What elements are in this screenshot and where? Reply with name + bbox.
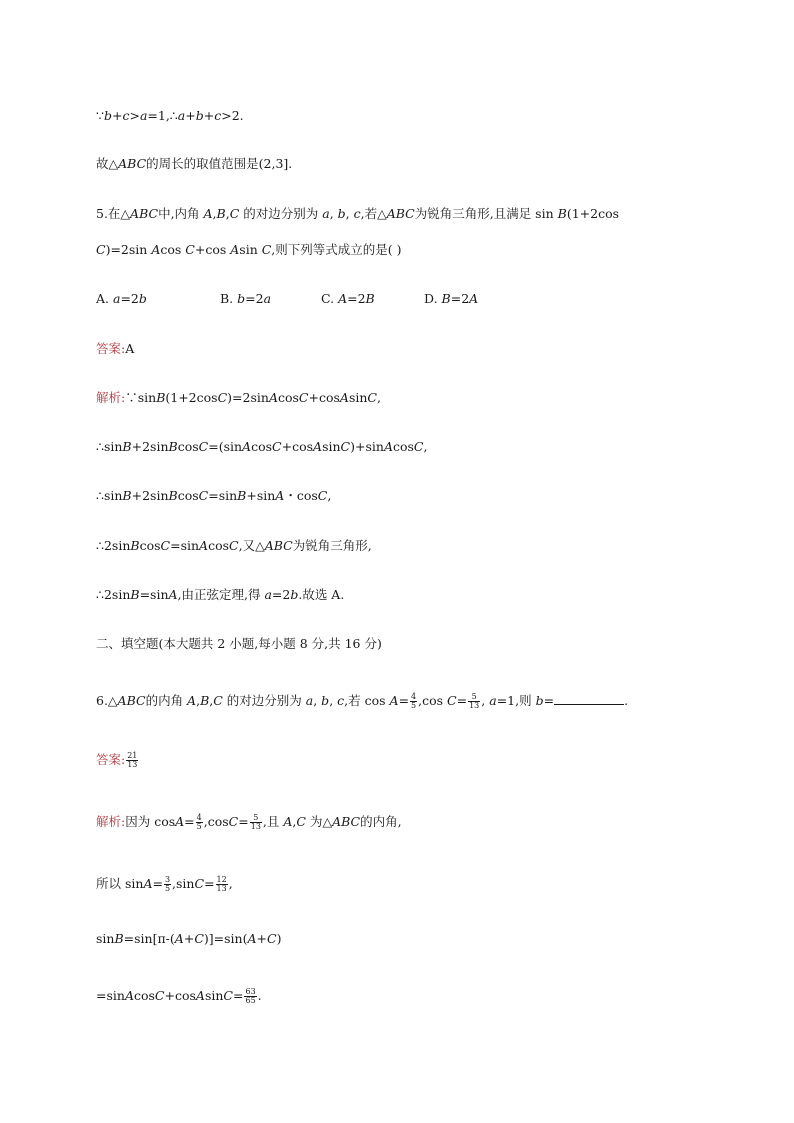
text: ∴2sin (96, 538, 131, 553)
var: a (177, 108, 186, 123)
var: C (198, 439, 209, 454)
var: a (112, 291, 121, 306)
text: ,由正弦定理,得 (177, 587, 265, 602)
var: C (160, 538, 171, 553)
var: ABC (118, 156, 147, 171)
text: sin (322, 439, 341, 454)
var: C (185, 242, 195, 257)
text: =sin (208, 488, 238, 503)
var: B (557, 206, 567, 221)
text: 为锐角三角形, (292, 538, 372, 553)
denominator: 5 (196, 822, 202, 831)
text: )=2sin (227, 390, 269, 405)
text: = (204, 876, 215, 891)
var: b (290, 587, 299, 602)
option-d (424, 291, 478, 307)
answer-blank (554, 692, 624, 705)
text: > (129, 108, 140, 123)
denominator: 5 (164, 884, 171, 893)
numerator: 12 (216, 875, 227, 884)
question-6-solution-2 (96, 876, 233, 893)
text: , (228, 876, 233, 891)
answer-value: A (125, 341, 135, 356)
text: ,若△ (360, 206, 387, 221)
var: a (139, 108, 148, 123)
question-6-solution-1 (96, 814, 402, 831)
text: + (183, 931, 195, 946)
text: , (423, 439, 428, 454)
numerator: 3 (164, 875, 171, 884)
var: C (229, 206, 240, 221)
var: c (353, 206, 361, 221)
question-5-line-1 (96, 206, 619, 222)
option-a (96, 291, 220, 307)
text: (1+2cos (566, 206, 620, 221)
text: =2 (450, 291, 470, 306)
question-6-solution-3 (96, 931, 281, 947)
text: =2 (245, 291, 264, 306)
text: , (313, 693, 322, 708)
var: B (122, 439, 132, 454)
because-symbol: ∵ (96, 108, 104, 123)
var: C (228, 814, 239, 829)
var: a (264, 587, 272, 602)
text: . (624, 693, 629, 708)
var: C (217, 390, 228, 405)
text: =sin (170, 538, 200, 553)
text: =1,则 (496, 693, 536, 708)
denominator: 13 (469, 701, 480, 710)
var: ABC (264, 538, 293, 553)
var: C (266, 931, 277, 946)
var: B (200, 693, 210, 708)
var: ABC (117, 693, 146, 708)
text: 为锐角三角形,且满足 sin (414, 206, 558, 221)
question-5-solution-1 (96, 390, 381, 406)
option-letter: D. (424, 291, 442, 306)
question-6 (96, 692, 628, 710)
fraction (196, 814, 203, 831)
option-letter: A. (96, 291, 113, 306)
var: B (122, 488, 132, 503)
var: A (124, 988, 134, 1003)
var: A (469, 291, 479, 306)
var: A (143, 876, 153, 891)
var: C (96, 242, 106, 257)
text: )+sin (350, 439, 384, 454)
section-heading-fill-in (96, 636, 382, 652)
fraction (250, 814, 262, 831)
text: = (456, 693, 468, 708)
text: ・cos (284, 488, 318, 503)
var: B (441, 291, 451, 306)
text: sin (348, 390, 368, 405)
var: A (383, 439, 393, 454)
text: 因为 cos (125, 814, 176, 829)
text: cos (139, 538, 161, 553)
var: A (389, 693, 399, 708)
var: A (283, 814, 293, 829)
var: ABC (386, 206, 415, 221)
text: ) (276, 931, 282, 946)
question-5-line-2 (96, 242, 402, 258)
text: (1+2cos (165, 390, 218, 405)
text: cos (277, 390, 299, 405)
text: + (185, 108, 196, 123)
text: ∴sin (96, 488, 123, 503)
var: C (194, 931, 204, 946)
var: C (317, 488, 328, 503)
text: 所以 sin (96, 876, 144, 891)
text: + (256, 931, 267, 946)
text: , (196, 693, 201, 708)
question-5-solution-2 (96, 439, 427, 455)
text: +2sin (131, 439, 169, 454)
var: C (367, 390, 377, 405)
var: C (261, 242, 272, 257)
text: sin (239, 242, 262, 257)
var: A (339, 390, 349, 405)
text: , (481, 693, 490, 708)
numerator: 5 (253, 813, 259, 822)
option-c (321, 291, 424, 307)
var: B (114, 931, 124, 946)
option-letter: B. (220, 291, 238, 306)
var: B (156, 390, 166, 405)
text: =sin (96, 988, 125, 1003)
text: , (329, 693, 338, 708)
var: C (213, 693, 223, 708)
var: b (535, 693, 544, 708)
var: b (237, 291, 246, 306)
var: A (195, 988, 205, 1003)
var: C (272, 439, 282, 454)
text: cos (177, 439, 199, 454)
text: cos (208, 538, 230, 553)
text: cos (177, 488, 199, 503)
fraction (244, 988, 256, 1005)
text: 的对边分别为 (239, 206, 323, 221)
numerator: 63 (245, 987, 256, 996)
var: c (214, 108, 222, 123)
question-5-options (96, 291, 478, 307)
text: cos (392, 439, 414, 454)
text: ∴sin (96, 439, 123, 454)
text: ∵sin (125, 390, 157, 405)
text: , (209, 693, 214, 708)
var: C (413, 439, 424, 454)
text: ,sin (172, 876, 195, 891)
numerator: 21 (127, 751, 138, 760)
text: cos (160, 242, 186, 257)
option-letter: C. (321, 291, 339, 306)
denominator: 65 (245, 996, 256, 1005)
var: a (305, 693, 314, 708)
text: 的周长的取值范围是(2,3]. (146, 156, 293, 171)
text: =2 (120, 291, 139, 306)
text: = (152, 876, 163, 891)
var: b (195, 108, 204, 123)
var: A (175, 814, 185, 829)
question-5-answer (96, 341, 134, 357)
text: sin (204, 988, 224, 1003)
var: b (321, 693, 330, 708)
text: +2sin (131, 488, 169, 503)
text: ,cos (203, 814, 229, 829)
text: )]=sin( (203, 931, 248, 946)
fraction (164, 876, 171, 893)
text: =sin[π-( (123, 931, 175, 946)
var: A (230, 242, 240, 257)
answer-label: 答案: (96, 752, 126, 767)
text: 5.在△ (96, 206, 131, 221)
var: A (275, 488, 285, 503)
numerator: 4 (411, 692, 417, 701)
var: C (296, 814, 306, 829)
option-b (220, 291, 321, 307)
text: >2. (221, 108, 244, 123)
text: = (184, 814, 195, 829)
var: A (247, 931, 257, 946)
text: + (111, 108, 123, 123)
var: ABC (332, 814, 361, 829)
var: ABC (130, 206, 159, 221)
var: A (151, 242, 161, 257)
var: C (194, 876, 205, 891)
var: B (168, 439, 178, 454)
text: 的对边分别为 (222, 693, 306, 708)
var: A (199, 538, 209, 553)
denominator: 13 (127, 760, 138, 769)
var: c (122, 108, 130, 123)
text: , (292, 814, 297, 829)
question-5-solution-5 (96, 587, 344, 603)
text: +sin (246, 488, 276, 503)
var: c (337, 693, 345, 708)
var: C (298, 390, 309, 405)
text: =1,∴ (147, 108, 178, 123)
text: , (212, 206, 217, 221)
text: , (345, 206, 354, 221)
var: C (154, 988, 165, 1003)
var: a (322, 206, 330, 221)
text: . (257, 988, 262, 1003)
text: =2 (347, 291, 366, 306)
var: A (268, 390, 278, 405)
var: a (263, 291, 272, 306)
var: A (313, 439, 323, 454)
var: A (174, 931, 184, 946)
solution-label: 解析: (96, 390, 126, 405)
fraction (410, 693, 417, 710)
solution-label: 解析: (96, 814, 126, 829)
answer-fraction (126, 752, 138, 769)
numerator: 5 (471, 692, 477, 701)
var: B (216, 206, 226, 221)
var: A (187, 693, 197, 708)
var: C (340, 439, 351, 454)
text: 的内角, (360, 814, 402, 829)
var: C (229, 538, 239, 553)
text: = (233, 988, 244, 1003)
var: a (489, 693, 497, 708)
text: =2 (271, 587, 291, 602)
var: B (130, 587, 140, 602)
text: +cos (164, 988, 196, 1003)
text: 为△ (305, 814, 333, 829)
text: 中,内角 (158, 206, 204, 221)
text: +cos (308, 390, 340, 405)
question-5-solution-4 (96, 538, 372, 554)
denominator: 13 (216, 884, 227, 893)
text: , (329, 206, 338, 221)
var: A (338, 291, 348, 306)
text: )=2sin (105, 242, 152, 257)
text: ,若 cos (344, 693, 390, 708)
fraction (216, 876, 228, 893)
text: + (203, 108, 215, 123)
section-title: 二、填空题(本大题共 2 小题,每小题 8 分,共 16 分) (96, 636, 382, 651)
var: C (223, 988, 233, 1003)
var: B (237, 488, 247, 503)
var: C (198, 488, 209, 503)
question-6-answer (96, 752, 139, 769)
text: .故选 A. (298, 587, 345, 602)
text: sin (96, 931, 115, 946)
var: b (337, 206, 346, 221)
var: A (242, 439, 252, 454)
question-6-solution-4 (96, 988, 262, 1005)
text: ,cos (418, 693, 448, 708)
var: b (103, 108, 112, 123)
text: cos (251, 439, 273, 454)
var: b (138, 291, 147, 306)
text-line-1 (96, 108, 244, 124)
text: +cos (194, 242, 231, 257)
text-line-2 (96, 156, 292, 172)
text: +cos (281, 439, 314, 454)
var: A (203, 206, 213, 221)
text: 6.△ (96, 693, 118, 708)
var: B (365, 291, 375, 306)
denominator: 5 (411, 701, 417, 710)
answer-label: 答案: (96, 341, 126, 356)
text: ,又△ (238, 538, 265, 553)
text: , (327, 488, 332, 503)
var: A (168, 587, 178, 602)
text: cos (133, 988, 155, 1003)
var: B (130, 538, 140, 553)
text: , (225, 206, 230, 221)
numerator: 4 (196, 813, 202, 822)
text: 的内角 (145, 693, 188, 708)
text: ,且 (262, 814, 284, 829)
var: B (168, 488, 178, 503)
text: ∴2sin (96, 587, 131, 602)
text: = (238, 814, 249, 829)
var: C (447, 693, 457, 708)
fraction (468, 693, 480, 710)
text: =sin (139, 587, 169, 602)
text: 故△ (96, 156, 119, 171)
text: = (543, 693, 555, 708)
denominator: 13 (250, 822, 261, 831)
text: =(sin (208, 439, 243, 454)
text: , (377, 390, 381, 405)
question-5-solution-3 (96, 488, 331, 504)
text: ,则下列等式成立的是( ) (271, 242, 402, 257)
text: = (398, 693, 410, 708)
